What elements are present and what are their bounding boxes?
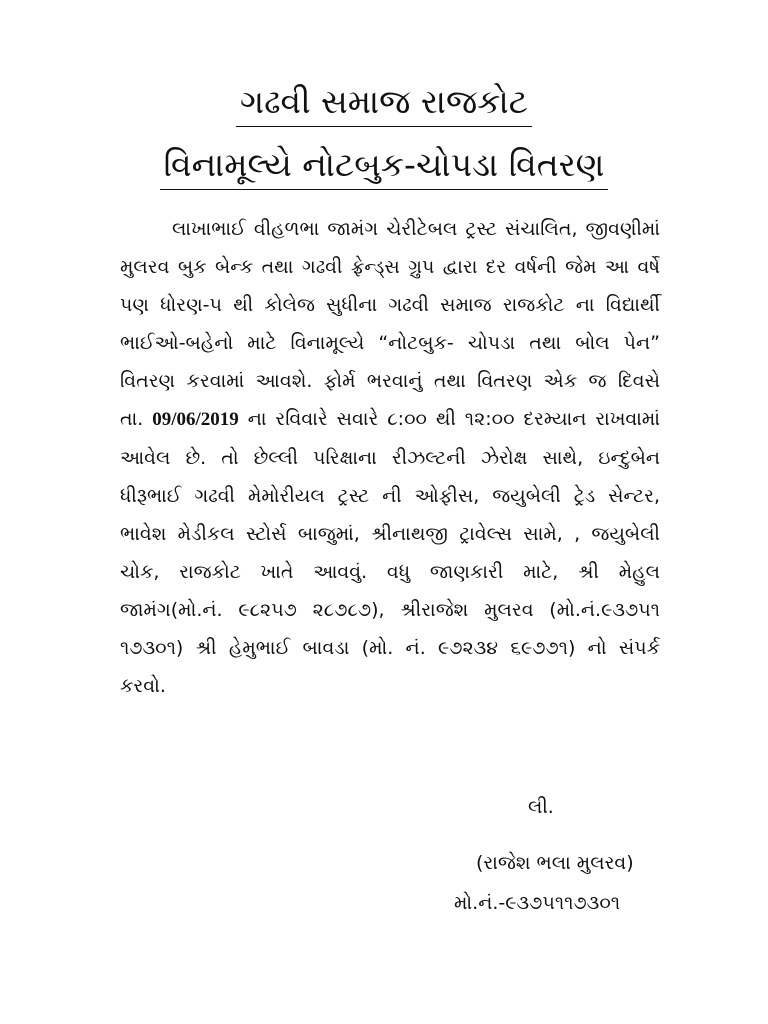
event-date: 09/06/2019: [152, 409, 239, 430]
signature-name: (રાજેશ ભલા મુલરવ): [476, 852, 634, 874]
title-line-1-text: ગઢવી સમાજ રાજકોટ: [236, 80, 532, 127]
signature-li: લી.: [528, 796, 554, 818]
paragraph-part-2: ના રવિવારે સવારે ૮:૦૦ થી ૧૨:૦૦ દરમ્યાન રાખવામાં આવેલ છે. તો છેલ્લી પરિક્ષાના રીઝલ્ટની ઝેરોક્ષ સાથે, ઇન્દુબેન ધીરૂભાઈ ગઢવી મેમોરીયલ ટ્રસ્ટ ની ઓફીસ, જયુબેલી ટ્રેડ સેન્ટર, ભાવેશ મેડીકલ સ્ટોર્સ બાજુમાં, શ્રીનાથજી ટ્રાવેલ્સ સામે, , જયુબેલી ચોક, રાજકોટ ખાતે આવવું. વધુ જાણકારી માટે, શ્રી મેહુલ જામંગ(મો.નં. ૯૮૨૫૭ ૨૮૭૮૭), શ્રીરાજેશ મુલરવ (મો.નં.૯૩૭૫૧ ૧૭૩૦૧) શ્રી હેમુભાઈ બાવડા (મો. નં. ૯૭૨૩૪ ૬૯૭૭૧) નો સંપર્ક કરવો.: [120, 408, 660, 697]
title-line-1: [0, 80, 768, 127]
signature-mobile: મો.નં.-૯૩૭૫૧૧૭૩૦૧: [454, 892, 621, 914]
title-line-2-text: વિનામૂલ્યે નોટબુક-ચોપડા વિતરણ: [160, 143, 609, 190]
paragraph-part-1: લાખાભાઈ વીહળભા જામંગ ચેરીટેબલ ટ્રસ્ટ સંચાલિત, જીવણીમાં મુલરવ બુક બેન્ક તથા ગઢવી ફ્રેન્ડ્સ ગ્રુપ દ્વારા દર વર્ષની જેમ આ વર્ષે પણ ધોરણ-૫ થી કોલેજ સુધીના ગઢવી સમાજ રાજકોટ ના વિદ્યાર્થી ભાઈઓ-બહેનો માટે વિનામૂલ્યે “નોટબુક- ચોપડા તથા બોલ પેન” વિતરણ કરવામાં આવશે. ફોર્મ ભરવાનું તથા વિતરણ એક જ દિવસે તા.: [120, 218, 660, 430]
announcement-paragraph: [120, 210, 660, 705]
title-line-2: [0, 143, 768, 190]
